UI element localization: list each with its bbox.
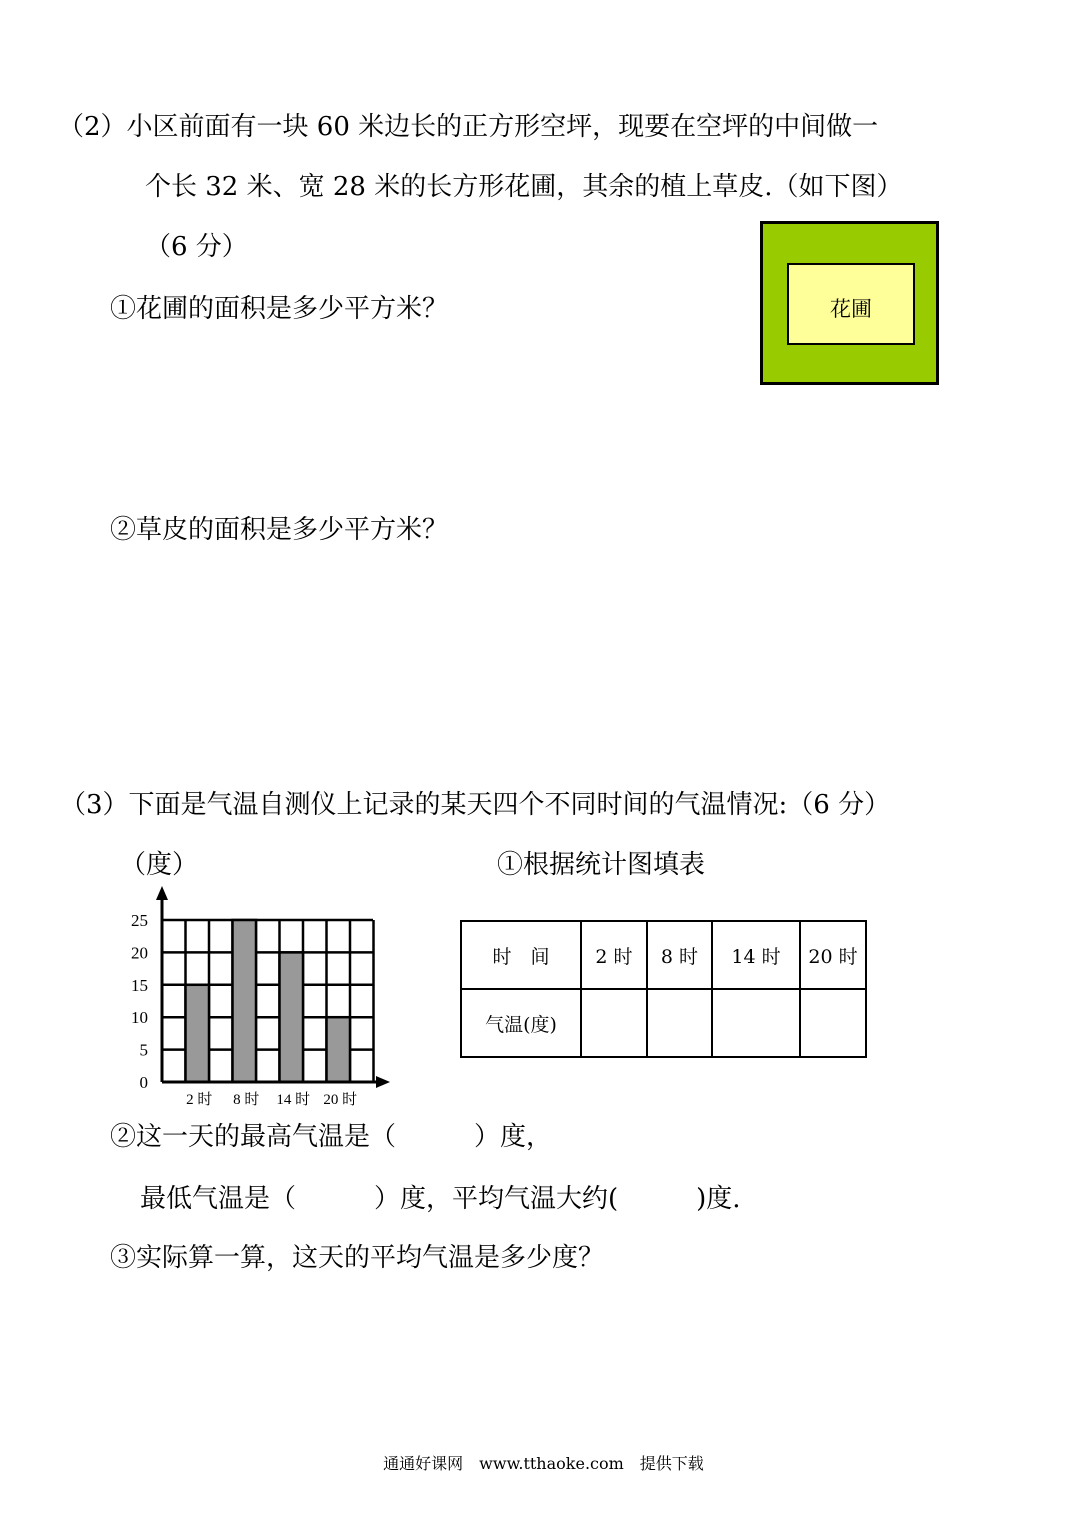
q2-line1: （2）小区前面有一块 60 米边长的正方形空坪，现要在空坪的中间做一 (58, 112, 879, 142)
y-tick-label: 0 (139, 1073, 148, 1092)
y-tick-label: 15 (131, 975, 148, 995)
y-tick-label: 20 (131, 943, 148, 963)
chart-bar (327, 1017, 351, 1082)
table-header-cell: 14 时 (712, 921, 800, 989)
x-tick-label: 2 时 (186, 1092, 213, 1108)
temperature-bar-chart (120, 880, 400, 1120)
flowerbed-rect (787, 263, 915, 345)
y-tick-label: 10 (131, 1008, 148, 1028)
flowerbed-label: 花圃 (830, 297, 872, 321)
table-header-cell: 8 时 (647, 921, 712, 989)
table-answer-cell[interactable] (647, 989, 712, 1057)
q3-sub2-line1: ②这一天的最高气温是（ ）度， (110, 1122, 553, 1152)
q2-sub1: ①花圃的面积是多少平方米？ (110, 294, 449, 324)
table-header-cell: 2 时 (581, 921, 647, 989)
x-tick-label: 8 时 (233, 1092, 260, 1108)
table-row-label: 气温(度) (461, 989, 581, 1057)
q3-sub2-line2: 最低气温是（ ）度，平均气温大约( )度. (140, 1184, 741, 1214)
q3-sub1: ①根据统计图填表 (497, 850, 706, 880)
chart-unit-label: （度） (120, 850, 199, 880)
q3-intro: （3）下面是气温自测仪上记录的某天四个不同时间的气温情况:（6 分） (60, 790, 891, 820)
q3-sub3: ③实际算一算，这天的平均气温是多少度？ (110, 1243, 605, 1273)
temperature-table (460, 920, 867, 1058)
y-axis-arrow-icon (156, 886, 168, 900)
chart-y-ticks (131, 911, 148, 1092)
table-answer-cell[interactable] (581, 989, 647, 1057)
x-tick-label: 14 时 (276, 1092, 311, 1108)
table-header-cell: 20 时 (800, 921, 866, 989)
q2-sub2: ②草皮的面积是多少平方米？ (110, 515, 449, 545)
x-axis-arrow-icon (376, 1076, 390, 1088)
q2-points: （6 分） (145, 232, 248, 262)
table-header-cell: 时 间 (461, 921, 581, 989)
chart-bar (280, 952, 304, 1082)
y-tick-label: 25 (131, 911, 148, 930)
chart-bar (186, 985, 210, 1082)
table-answer-cell[interactable] (800, 989, 866, 1057)
page-footer: 通通好课网 www.tthaoke.com 提供下载 (383, 1454, 704, 1473)
q2-line2: 个长 32 米、宽 28 米的长方形花圃，其余的植上草皮.（如下图） (145, 172, 903, 202)
table-row-header (461, 921, 866, 989)
table-answer-cell[interactable] (712, 989, 800, 1057)
x-tick-label: 20 时 (323, 1092, 358, 1108)
chart-bar (233, 920, 257, 1082)
table-row-values (461, 989, 866, 1057)
y-tick-label: 5 (139, 1040, 148, 1060)
chart-x-ticks (186, 1091, 357, 1108)
